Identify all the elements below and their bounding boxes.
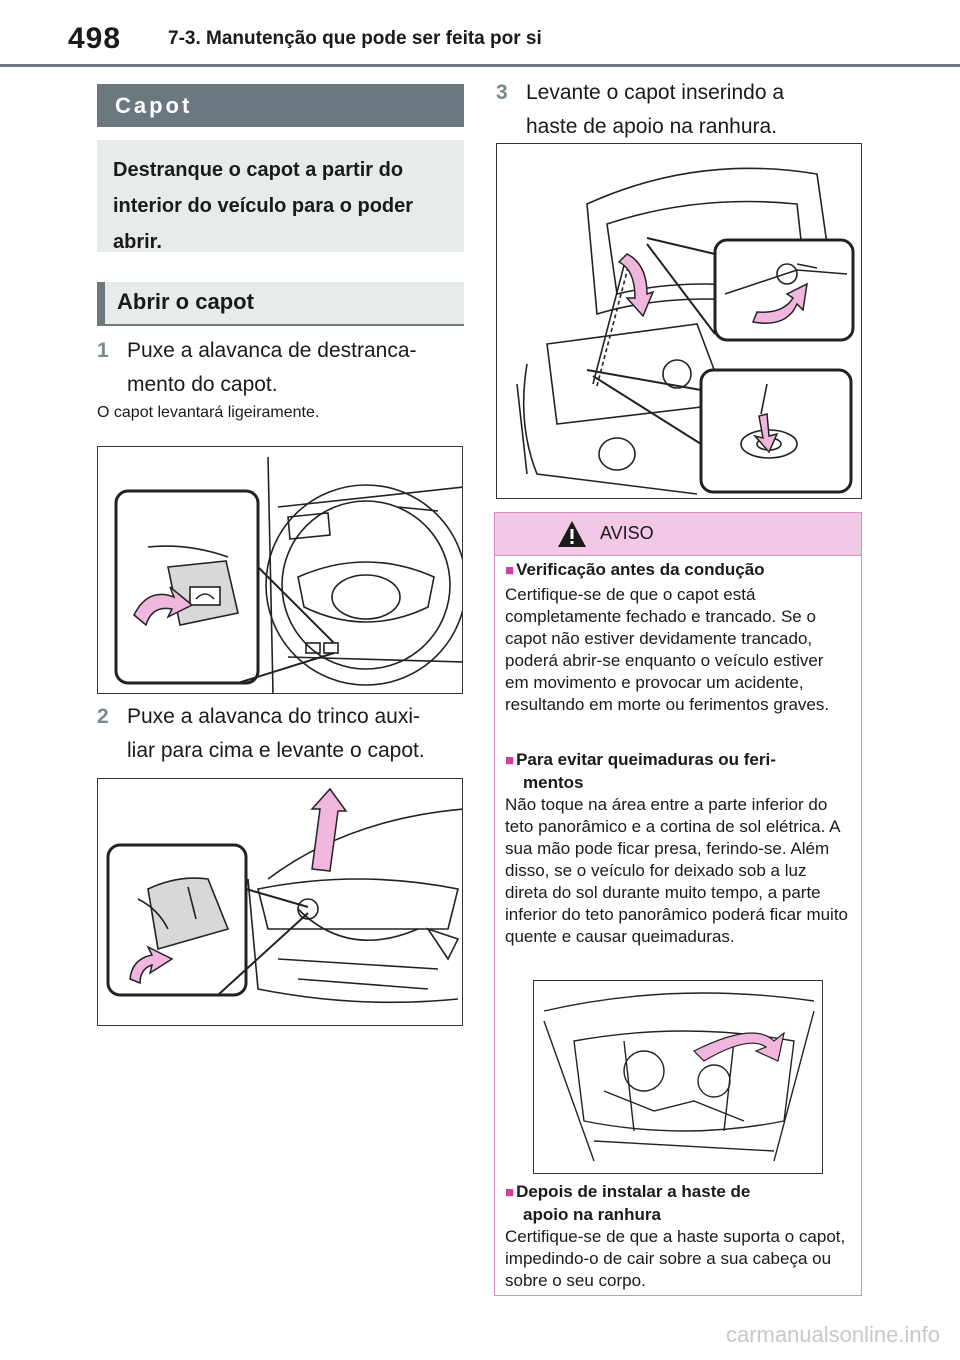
step-1	[97, 334, 467, 404]
section-title: 7-3. Manutenção que pode ser feita por si	[168, 28, 542, 49]
footer-watermark: carmanualsonline.info	[725, 1322, 940, 1347]
step-number: 3	[496, 81, 508, 104]
warning-item-title: Para evitar queimaduras ou feri-	[516, 750, 776, 769]
step-2	[97, 700, 467, 770]
step-text: haste de apoio na ranhura.	[526, 115, 778, 138]
step-text: liar para cima e levante o capot.	[127, 739, 425, 762]
warning-item	[505, 1181, 850, 1292]
panoramic-roof-illustration	[534, 981, 823, 1174]
step-number: 1	[97, 339, 109, 362]
warning-item-body: Não toque na área entre a parte inferior do teto panorâmico e a cortina de sol elétrica. A sua mão pode ficar presa, ferindo-se. Além disso, se o veículo for deixado sob a luz direta do sol durante muito tempo, a parte inferior do teto panorâmico poderá ficar muito quente e causar queimaduras.	[505, 795, 849, 946]
warning-item	[505, 559, 850, 716]
step-text: Levante o capot inserindo a	[526, 81, 785, 104]
warning-label: AVISO	[600, 523, 654, 543]
step-number: 2	[97, 705, 109, 728]
panoramic-roof-figure	[533, 980, 823, 1174]
warning-item-title: mentos	[523, 773, 584, 792]
auxiliary-catch-figure	[97, 778, 463, 1026]
bullet-square-icon: ■	[505, 1184, 515, 1201]
warning-item-title: Depois de instalar a haste de	[516, 1182, 751, 1201]
hood-release-figure	[97, 446, 463, 694]
bullet-square-icon: ■	[505, 752, 515, 769]
bullet-square-icon: ■	[505, 562, 515, 579]
warning-icon	[557, 520, 587, 548]
auxiliary-catch-illustration	[98, 779, 463, 1026]
support-rod-figure	[496, 143, 862, 499]
hood-release-illustration	[98, 447, 463, 694]
support-rod-illustration	[497, 144, 862, 499]
warning-item-body: Certifique-se de que o capot está completamente fechado e trancado. Se o capot não estiver devidamente trancado, poderá abrir-se enquanto o veículo estiver em movimento e provocar um acidente, resultando em morte ou ferimentos graves.	[505, 585, 830, 714]
step-3	[496, 76, 866, 146]
step-text: Puxe a alavanca de destranca-	[127, 339, 417, 362]
warning-item	[505, 749, 850, 948]
warning-header	[495, 513, 861, 556]
warning-item-title: apoio na ranhura	[523, 1205, 661, 1224]
warning-box	[494, 512, 862, 1296]
step-note: O capot levantará ligeiramente.	[97, 404, 320, 421]
intro-text: Destranque o capot a partir do interior do veículo para o poder abrir.	[97, 140, 464, 252]
capot-heading: Capot	[97, 84, 464, 127]
header-rule	[0, 64, 960, 67]
warning-item-title: Verificação antes da condução	[516, 560, 765, 579]
step-text: Puxe a alavanca do trinco auxi-	[127, 705, 421, 728]
page-number: 498	[68, 22, 122, 55]
step-text: mento do capot.	[127, 373, 278, 396]
warning-item-body: Certifique-se de que a haste suporta o capot, impedindo-o de cair sobre a sua cabeça ou sobre o seu corpo.	[505, 1227, 846, 1290]
subheading-open-hood: Abrir o capot	[97, 282, 464, 326]
